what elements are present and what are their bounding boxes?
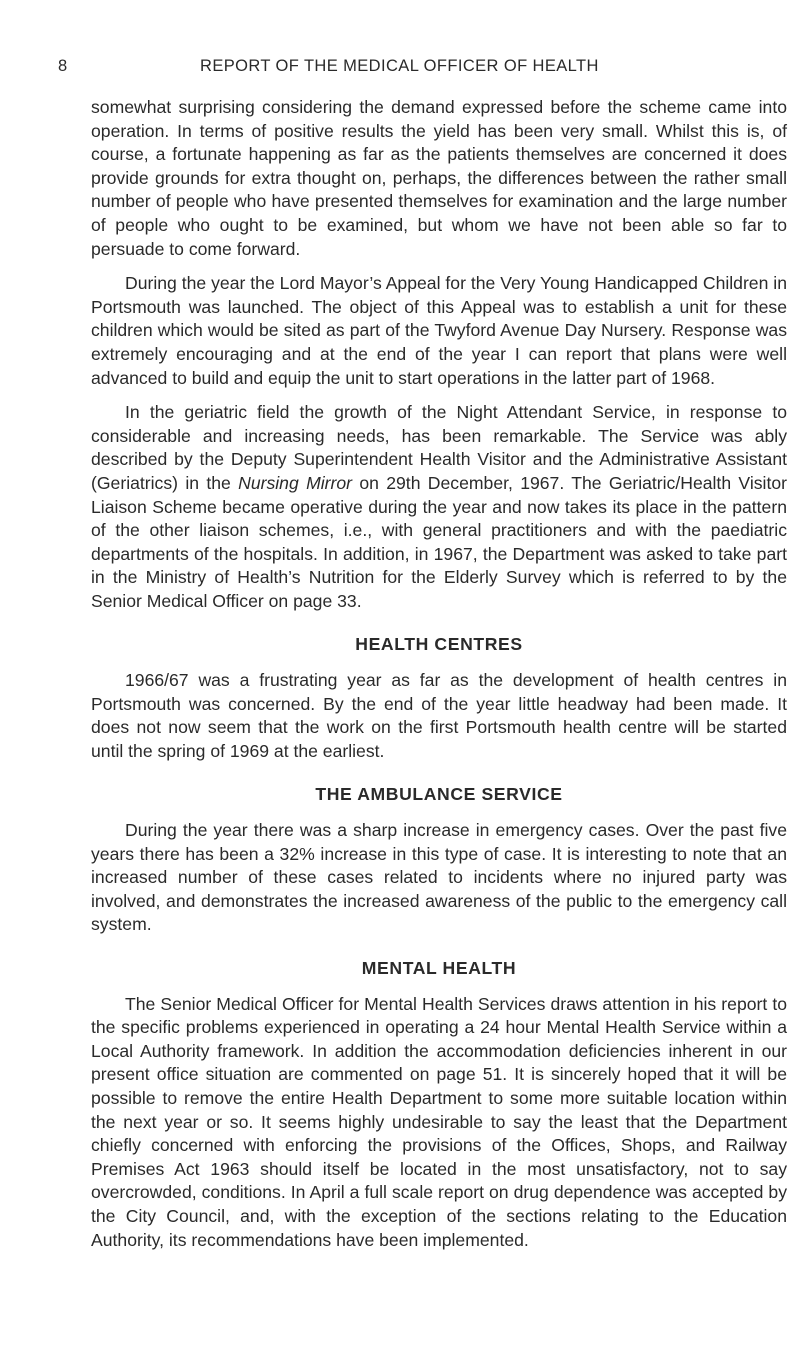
intro-paragraph-3 xyxy=(91,401,787,613)
ambulance-service-heading: THE AMBULANCE SERVICE xyxy=(315,784,563,805)
health-centres-paragraph: 1966/67 was a frustrating year as far as the development of health centres in Portsmouth was concerned. By the end of the year little headway had been made. It does not now seem that the work on the first Portsmouth health centre will be started until the spring of 1969 at the earliest. xyxy=(91,670,787,761)
body-text xyxy=(91,96,787,1252)
mental-health-heading: MENTAL HEALTH xyxy=(361,958,517,978)
page-header xyxy=(58,57,778,79)
intro-paragraph-1: somewhat surprising considering the demand expressed before the scheme came into operation. In terms of positive results the yield has been very small. Whilst this is, of course, a fortunate happening as far as the patients themselves are concerned it does provide grounds for extra thought on, perhaps, the differences between the rather small number of people who have presented themselves for examination and the large number of people who ought to be examined, but whom we have not been able so far to persuade to come forward. xyxy=(91,97,787,259)
health-centres-heading: HEALTH CENTRES xyxy=(355,634,523,655)
mental-health-paragraph: The Senior Medical Officer for Mental Health Services draws attention in his report to the specific problems experienced in operating a 24 hour Mental Health Service within a Local Authority framework. In addition the accommodation deficiencies inherent in our present office situation are commented on page 51. It is sincerely hoped that it will be possible to remove the entire Health Department to some more suitable location within the next year or so. It seems highly undesirable to say the least that the Department chiefly concerned with enforcing the provisions of the Offices, Shops, and Railway Premises Act 1963 should itself be located in the most unsatisfactory, not to say overcrowded, conditions. In April a full scale report on drug dependence was accepted by the City Council, and, with the exception of the sections relating to the Education Authority, its recommendations have been implemented. xyxy=(91,993,787,1250)
journal-title: Nursing Mirror xyxy=(238,472,353,493)
page-number: 8 xyxy=(58,57,68,75)
intro-paragraph-2: During the year the Lord Mayor’s Appeal for the Very Young Handicapped Children in Portsmouth was launched. The object of this Appeal was to establish a unit for these children which would be sited as part of the Twyford Avenue Day Nursery. Response was extremely encouraging and at the end of the year I can report that plans were well advanced to build and equip the unit to start operations in the latter part of 1968. xyxy=(91,273,787,388)
running-title: REPORT OF THE MEDICAL OFFICER OF HEALTH xyxy=(200,57,599,75)
intro-paragraph-3-part2: on 29th December, 1967. The Geriatric/Health Visitor Liaison Scheme became operative during the year and now takes its place in the pattern of the other liaison schemes, i.e., with general practitioners and with the paediatric departments of the hospitals. In addition, in 1967, the Department was asked to take part in the Ministry of Health’s Nutrition for the Elderly Survey which is referred to by the Senior Medical Officer on page 33. xyxy=(91,472,787,611)
intro-paragraph-3-part1: In the geriatric field the growth of the Night Attendant Service, in response to considerable and increasing needs, has been remarkable. The Service was ably described by the Deputy Superintendent Health Visitor and the Administrative Assistant (Geriatrics) in the xyxy=(91,402,787,493)
ambulance-service-paragraph: During the year there was a sharp increase in emergency cases. Over the past five years there has been a 32% increase in this type of case. It is interesting to note that an increased number of these cases related to incidents where no injured party was involved, and demonstrates the increased awareness of the public to the emergency call system. xyxy=(91,820,787,935)
